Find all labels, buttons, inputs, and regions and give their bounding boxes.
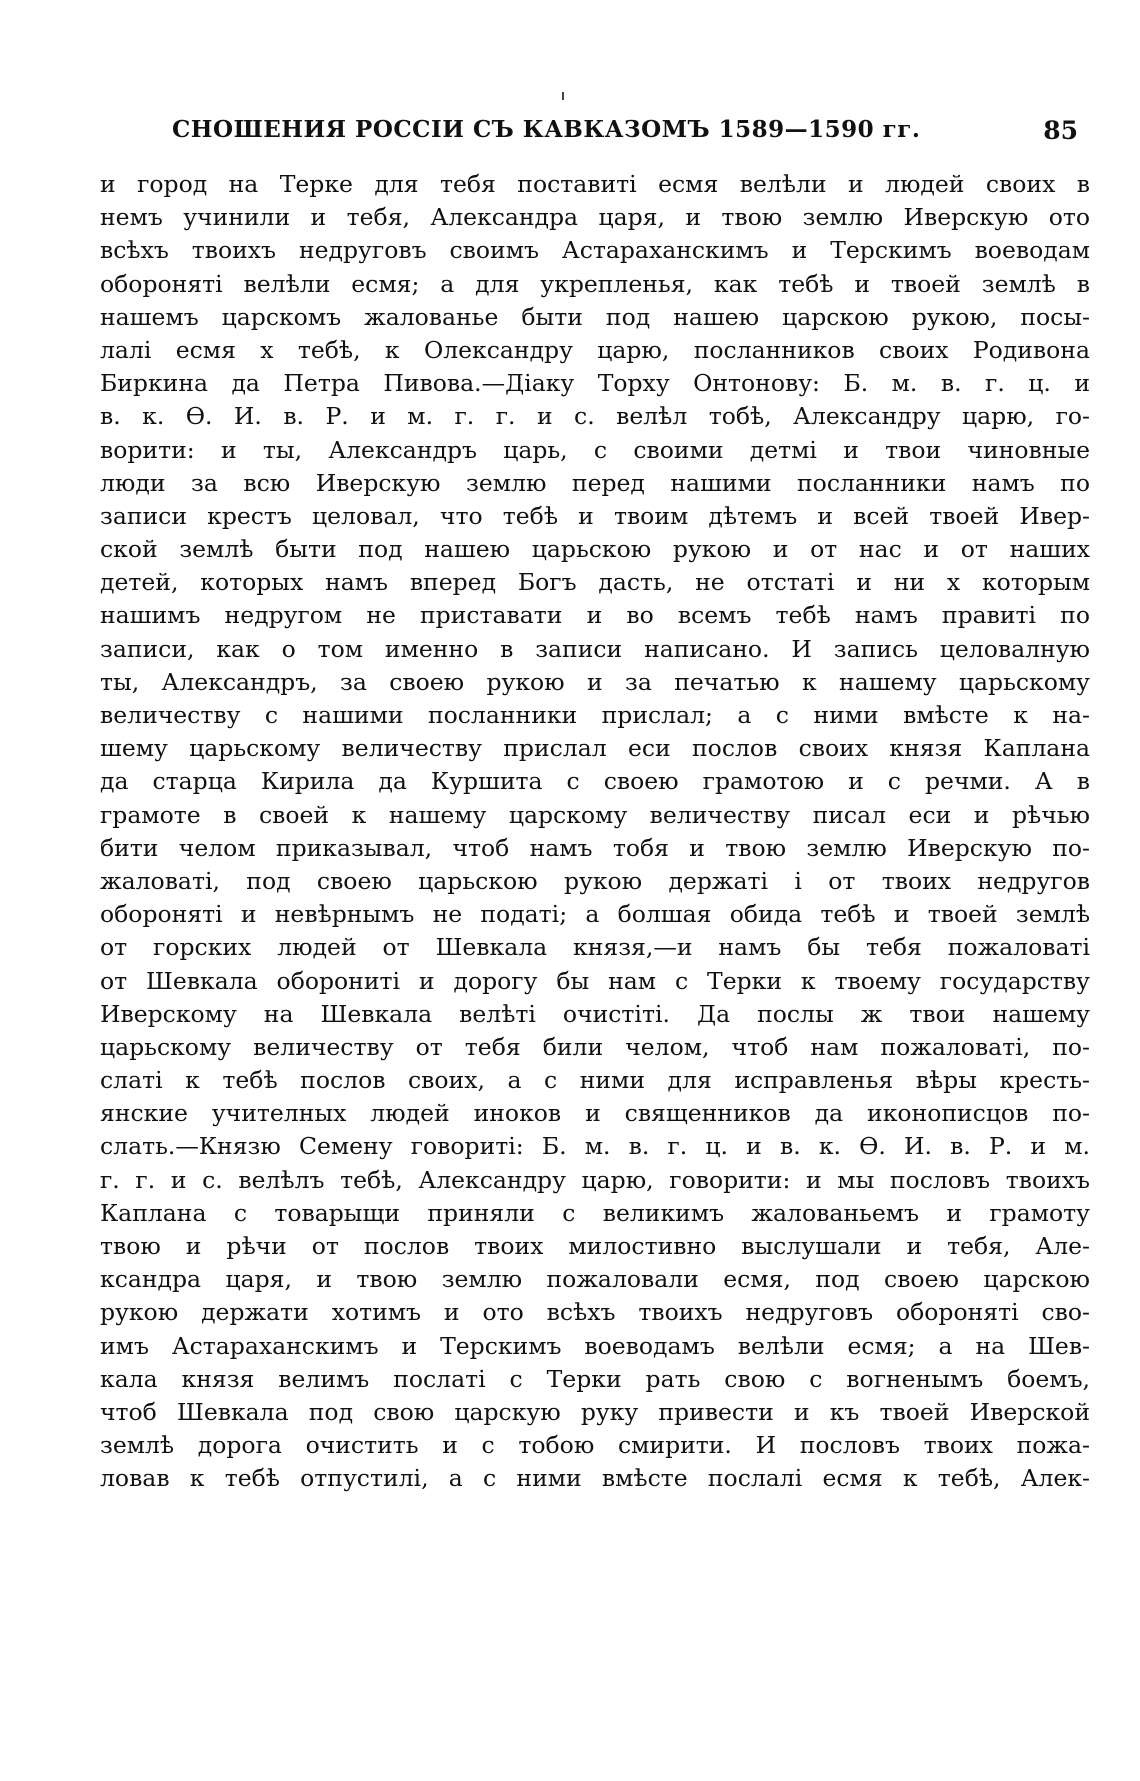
text-line: янские учителных людей иноков и священников да иконописцов по-	[100, 1099, 1090, 1128]
page-number: 85	[1043, 116, 1078, 145]
text-line: лалі есмя х тебѣ, к Олександру царю, посланников своих Родивона	[100, 335, 1090, 364]
text-line: рукою держати хотимъ и ото всѣхъ твоихъ недруговъ обороняті сво-	[100, 1298, 1090, 1327]
text-line: шему царьскому величеству прислал еси послов своих князя Каплана	[100, 734, 1090, 763]
text-line: слать.—Князю Семену говориті: Б. м. в. г. ц. и в. к. Ѳ. И. в. Р. и м.	[100, 1132, 1090, 1161]
text-line: кала князя велимъ послаті с Терки рать свою с вогненымъ боемъ,	[100, 1364, 1090, 1393]
text-line: величеству с нашими посланники прислал; а с ними вмѣсте к на-	[100, 701, 1090, 729]
text-line: ской землѣ быти под нашею царьскою рукою и от нас и от наших	[100, 535, 1090, 564]
text-line: бити челом приказывал, чтоб намъ тобя и твою землю Иверскую по-	[100, 833, 1090, 862]
text-line: грамоте в своей к нашему царскому величеству писал еси и рѣчью	[100, 800, 1090, 829]
text-line: имъ Астараханскимъ и Терскимъ воеводамъ велѣли есмя; а на Шев-	[100, 1331, 1090, 1360]
text-line: слаті к тебѣ послов своих, а с ними для исправленья вѣры кресть-	[100, 1066, 1090, 1095]
text-line: царьскому величеству от тебя били челом, чтоб нам пожаловаті, по-	[100, 1032, 1090, 1061]
text-line: всѣхъ твоихъ недруговъ своимъ Астараханскимъ и Терскимъ воеводам	[100, 236, 1090, 265]
text-line: записи крестъ целовал, что тебѣ и твоим дѣтемъ и всей твоей Ивер-	[100, 501, 1090, 530]
text-line: и город на Терке для тебя поставиті есмя велѣли и людей своих в	[100, 170, 1090, 198]
text-line: ксандра царя, и твою землю пожаловали есмя, под своею царскою	[100, 1265, 1090, 1294]
text-line: жаловаті, под своею царьскою рукою держаті і от твоих недругов	[100, 866, 1090, 895]
text-line: ловав к тебѣ отпустилі, а с ними вмѣсте послалі есмя к тебѣ, Алек-	[100, 1464, 1090, 1493]
text-line: записи, как о том именно в записи написано. И запись целовалную	[100, 634, 1090, 663]
text-line: нашемъ царскомъ жалованье быти под нашею царскою рукою, посы-	[100, 302, 1090, 331]
print-mark	[562, 92, 564, 100]
text-line: Иверскому на Шевкала велѣті очистіті. Да послы ж твои нашему	[100, 999, 1090, 1028]
text-body	[100, 168, 1090, 1496]
text-line: Биркина да Петра Пивова.—Діаку Торху Онтонову: Б. м. в. г. ц. и	[100, 369, 1090, 398]
text-line: ты, Александръ, за своею рукою и за печатью к нашему царьскому	[100, 667, 1090, 696]
running-title: СНОШЕНИЯ РОССІИ СЪ КАВКАЗОМЪ 1589—1590 гг.	[172, 116, 921, 143]
text-line: землѣ дорога очистить и с тобою смирити. И пословъ твоих пожа-	[100, 1431, 1090, 1460]
text-line: Каплана с товарыщи приняли с великимъ жалованьемъ и грамоту	[100, 1198, 1090, 1227]
text-line: обороняті велѣли есмя; а для укрепленья, как тебѣ и твоей землѣ в	[100, 269, 1090, 298]
text-line: в. к. Ѳ. И. в. Р. и м. г. г. и с. велѣл тобѣ, Александру царю, го-	[100, 402, 1090, 431]
text-line: нашимъ недругом не приставати и во всемъ тебѣ намъ правиті по	[100, 601, 1090, 630]
text-line: обороняті и невѣрнымъ не податі; а болшая обида тебѣ и твоей землѣ	[100, 900, 1090, 929]
text-line: от Шевкала оборониті и дорогу бы нам с Терки к твоему государству	[100, 966, 1090, 995]
text-line: ворити: и ты, Александръ царь, с своими детмі и твои чиновные	[100, 435, 1090, 464]
text-line: немъ учинили и тебя, Александра царя, и твою землю Иверскую ото	[100, 203, 1090, 232]
text-line: детей, которых намъ вперед Богъ дасть, не отстаті и ни х которым	[100, 568, 1090, 597]
text-line: да старца Кирила да Куршита с своею грамотою и с речми. А в	[100, 767, 1090, 796]
text-line: твою и рѣчи от послов твоих милостивно выслушали и тебя, Але-	[100, 1232, 1090, 1260]
running-head	[92, 116, 1082, 152]
text-line: от горских людей от Шевкала князя,—и намъ бы тебя пожаловаті	[100, 933, 1090, 962]
text-line: г. г. и с. велѣлъ тебѣ, Александру царю, говорити: и мы пословъ твоихъ	[100, 1165, 1090, 1194]
text-line: люди за всю Иверскую землю перед нашими посланники намъ по	[100, 468, 1090, 497]
text-line: чтоб Шевкала под свою царскую руку привести и къ твоей Иверской	[100, 1397, 1090, 1426]
